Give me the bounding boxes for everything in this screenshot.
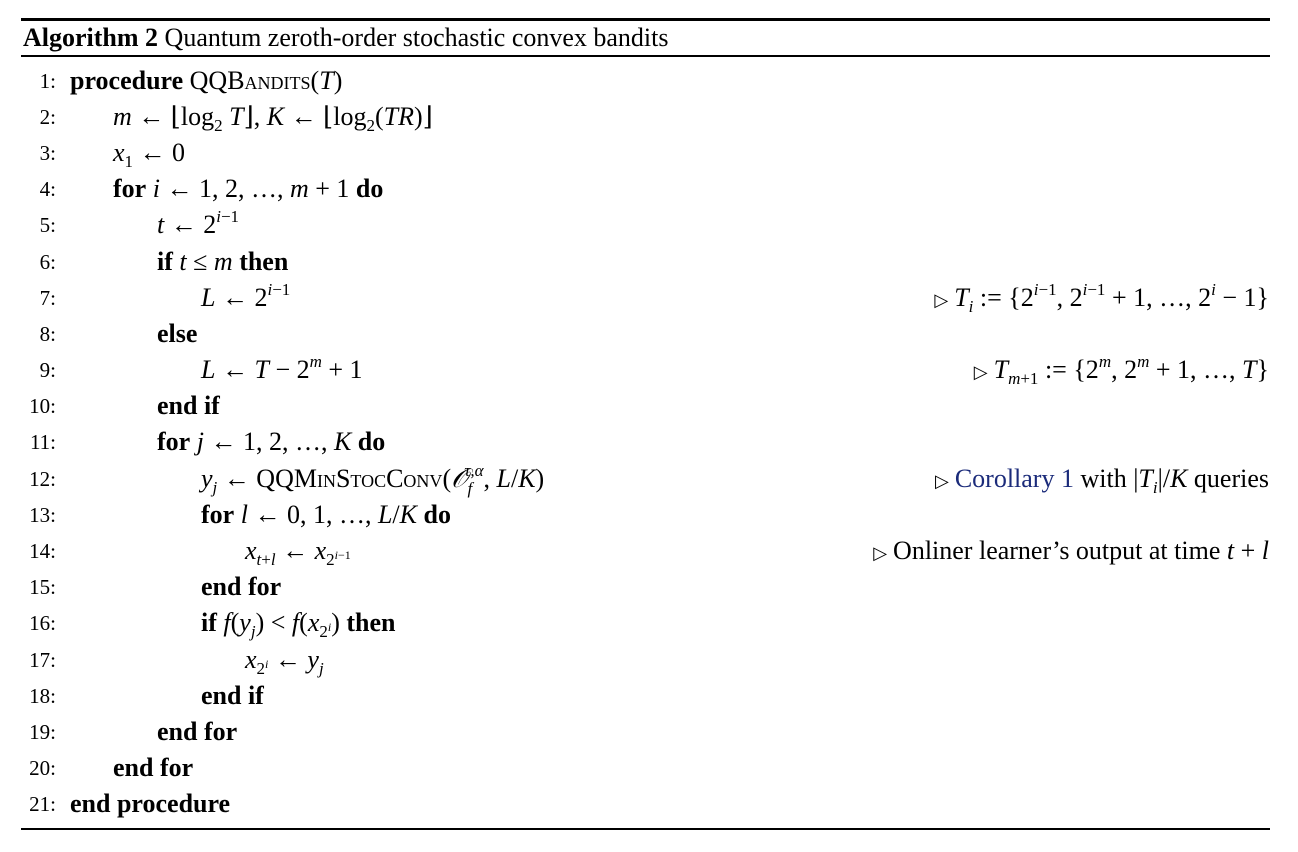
line-number: 17: (29, 648, 56, 672)
algorithm-line-20 (0, 750, 1298, 786)
line-number: 6: (39, 250, 56, 274)
line-number: 20: (29, 756, 56, 780)
line-code: end for (113, 753, 194, 782)
algorithm-line-8 (0, 316, 1298, 352)
algorithm-line-6 (0, 244, 1298, 280)
algorithm-line-16 (0, 605, 1298, 641)
algorithm-line-13 (0, 497, 1298, 533)
line-number: 21: (29, 792, 56, 816)
line-comment: ▷ Corollary 1 with $|T_i|/K$ queries (934, 464, 1269, 497)
line-code: $x_{t+l}$ ← $x_{2^{i-1}}$ (245, 536, 351, 569)
algorithm-line-3 (0, 135, 1298, 171)
top-rule (21, 18, 1270, 21)
algorithm-line-14 (0, 533, 1298, 569)
algorithm-line-15 (0, 569, 1298, 605)
line-number: 15: (29, 575, 56, 599)
corollary-link[interactable]: Corollary 1 (954, 464, 1074, 493)
line-comment: ▷ Onliner learner’s output at time t + l (873, 536, 1269, 565)
line-number: 16: (29, 611, 56, 635)
line-code: m ← $⌊\log_2$ T⌋, K ← $⌊\log_2(TR)⌋$ (113, 102, 433, 135)
algorithm-label: Algorithm 2 (23, 23, 159, 52)
line-code: end procedure (70, 789, 231, 818)
algorithm-line-7 (0, 280, 1298, 316)
line-code: end if (201, 681, 264, 710)
line-code: end if (157, 391, 220, 420)
line-number: 1: (39, 69, 56, 93)
line-comment: ▷ $T_{m+1}$ := {$2^m$, $2^m + 1$, …, T} (973, 352, 1269, 388)
algorithm-line-1 (0, 63, 1298, 99)
line-code: procedure QQBandits(T) (70, 66, 343, 95)
line-code: for i ← 1, 2, …, m + 1 do (113, 174, 384, 203)
line-code: end for (201, 572, 282, 601)
line-code: $x_{2^i}$ ← $y_j$ (245, 645, 324, 678)
line-code: for j ← 1, 2, …, K do (157, 427, 386, 456)
line-number: 13: (29, 503, 56, 527)
algorithm-line-19 (0, 714, 1298, 750)
line-number: 18: (29, 684, 56, 708)
algorithm-line-18 (0, 678, 1298, 714)
line-number: 2: (39, 105, 56, 129)
comment-triangle-icon: ▷ (873, 543, 888, 563)
line-code: L ← $2^{i-1}$ (201, 280, 291, 312)
line-number: 19: (29, 720, 56, 744)
comment-triangle-icon: ▷ (934, 290, 949, 310)
line-number: 9: (39, 358, 56, 382)
line-number: 10: (29, 394, 56, 418)
algorithm-line-11 (0, 424, 1298, 460)
bottom-rule (21, 828, 1270, 830)
line-number: 5: (39, 213, 56, 237)
algorithm-line-17 (0, 642, 1298, 678)
line-code: if $f(y_j) < f(x_{2^i})$ then (201, 608, 396, 641)
line-code: $y_j$ ← QQMinStocConv(𝒪$_f^{\tau,\alpha}$, L/K) (201, 461, 545, 498)
line-comment: ▷ $T_i$ := {$2^{i-1}$, $2^{i-1} + 1$, …, $2^i - 1$} (934, 280, 1269, 316)
algorithm-line-10 (0, 388, 1298, 424)
algorithm-line-21 (0, 786, 1298, 822)
algorithm-caption (23, 22, 669, 54)
line-number: 3: (39, 141, 56, 165)
line-number: 11: (29, 430, 56, 454)
line-code: else (157, 319, 198, 348)
algorithm-line-4 (0, 171, 1298, 207)
algorithm-line-12 (0, 461, 1298, 497)
line-code: $x_1$ ← 0 (113, 138, 186, 171)
line-number: 12: (29, 467, 56, 491)
caption-rule (21, 55, 1270, 57)
line-number: 14: (29, 539, 56, 563)
line-code: L ← $T - 2^m + 1$ (201, 352, 363, 384)
algorithm-line-9 (0, 352, 1298, 388)
line-code: if t ≤ m then (157, 247, 289, 276)
algorithm-line-2 (0, 99, 1298, 135)
line-number: 7: (39, 286, 56, 310)
comment-triangle-icon: ▷ (973, 362, 988, 382)
algorithm-title: Quantum zeroth-order stochastic convex bandits (164, 23, 669, 52)
line-code: t ← $2^{i-1}$ (157, 207, 240, 239)
line-code: end for (157, 717, 238, 746)
line-number: 8: (39, 322, 56, 346)
line-code: for l ← 0, 1, …, L/K do (201, 500, 451, 529)
algorithm-line-5 (0, 207, 1298, 243)
line-number: 4: (39, 177, 56, 201)
comment-triangle-icon: ▷ (934, 471, 949, 491)
